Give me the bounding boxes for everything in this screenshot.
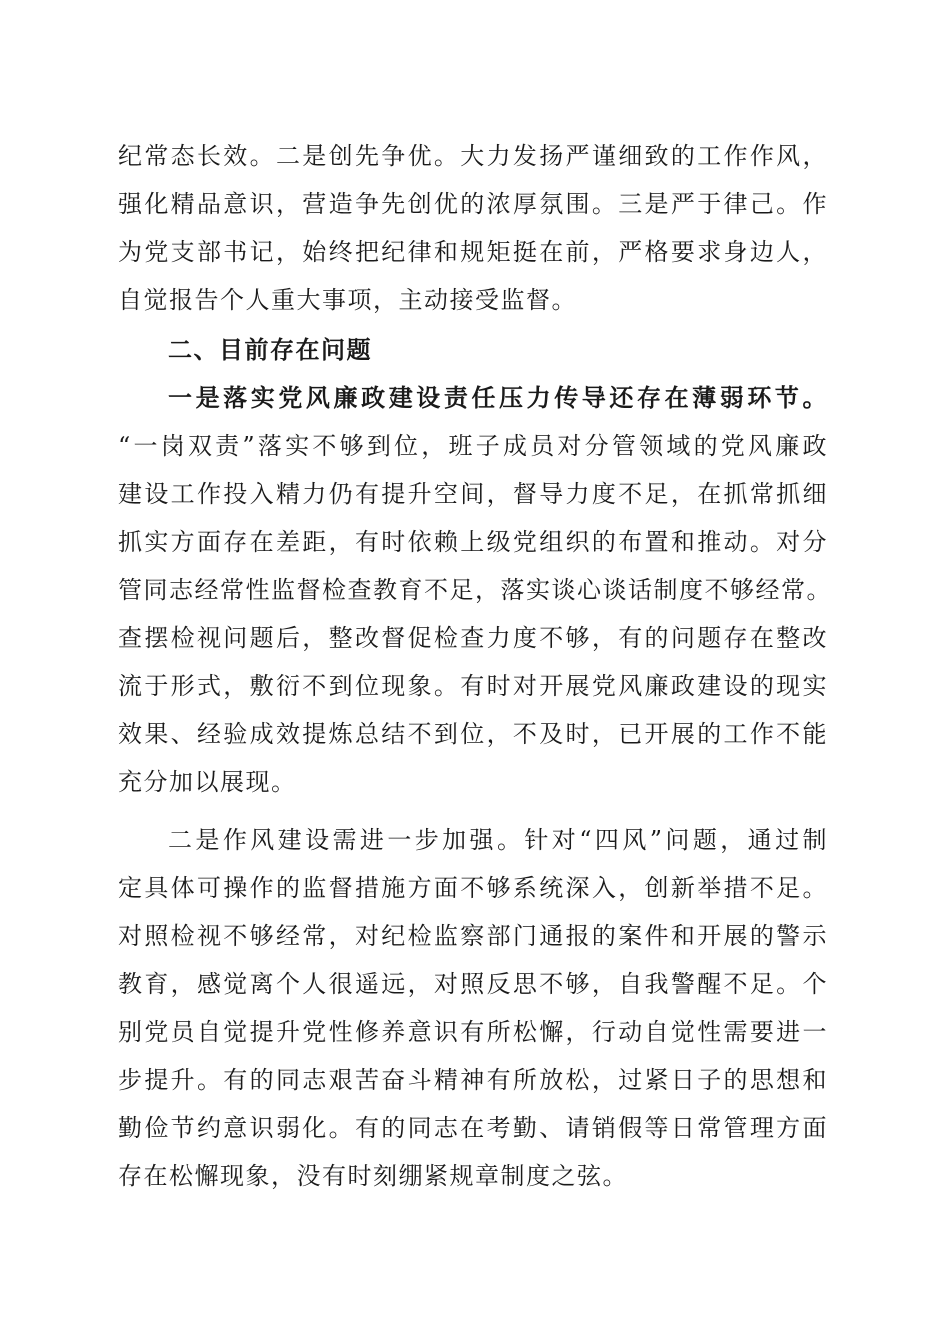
paragraph-problem-one [118, 374, 832, 806]
paragraph-problem-two [118, 816, 828, 1200]
text-line: 勤俭节约意识弱化。有的同志在考勤、请销假等日常管理方面 [118, 1114, 828, 1142]
text-line: 建设工作投入精力仍有提升空间，督导力度不足，在抓常抓细 [118, 480, 828, 508]
text-line: 一是落实党风廉政建设责任压力传导还存在薄弱环节。 [168, 383, 828, 412]
text-line: 效果、经验成效提炼总结不到位，不及时，已开展的工作不能 [118, 720, 828, 748]
text-line: 对照检视不够经常，对纪检监察部门通报的案件和开展的警示 [118, 922, 828, 950]
text-line: 管同志经常性监督检查教育不足，落实谈心谈话制度不够经常。 [118, 576, 832, 604]
text-line: 存在松懈现象，没有时刻绷紧规章制度之弦。 [118, 1162, 628, 1190]
text-line: 强化精品意识，营造争先创优的浓厚氛围。三是严于律己。作 [118, 190, 828, 218]
text-line: 为党支部书记，始终把纪律和规矩挺在前，严格要求身边人， [118, 238, 828, 266]
text-line: 自觉报告个人重大事项，主动接受监督。 [118, 286, 577, 314]
text-line: 流于形式，敷衍不到位现象。有时对开展党风廉政建设的现实 [118, 672, 828, 700]
text-line: 别党员自觉提升党性修养意识有所松懈，行动自觉性需要进一 [118, 1018, 828, 1046]
text-line: 步提升。有的同志艰苦奋斗精神有所放松，过紧日子的思想和 [118, 1066, 828, 1094]
text-line: 查摆检视问题后，整改督促检查力度不够，有的问题存在整改 [118, 624, 828, 652]
text-line: 充分加以展现。 [118, 768, 297, 796]
text-line: 抓实方面存在差距，有时依赖上级党组织的布置和推动。对分 [118, 528, 828, 556]
paragraph-continuation [118, 132, 828, 324]
document-body [118, 132, 832, 1200]
text-line: 教育，感觉离个人很遥远，对照反思不够，自我警醒不足。个 [118, 970, 828, 998]
text-line: 纪常态长效。二是创先争优。大力发扬严谨细致的工作作风， [118, 142, 828, 170]
text-line: 定具体可操作的监督措施方面不够系统深入，创新举措不足。 [118, 874, 828, 902]
text-line: 二是作风建设需进一步加强。针对“四风”问题，通过制 [168, 826, 828, 854]
section-heading: 二、目前存在问题 [168, 336, 372, 364]
paragraph-gap [118, 806, 828, 816]
text-line: “一岗双责”落实不够到位，班子成员对分管领域的党风廉政 [118, 432, 828, 460]
